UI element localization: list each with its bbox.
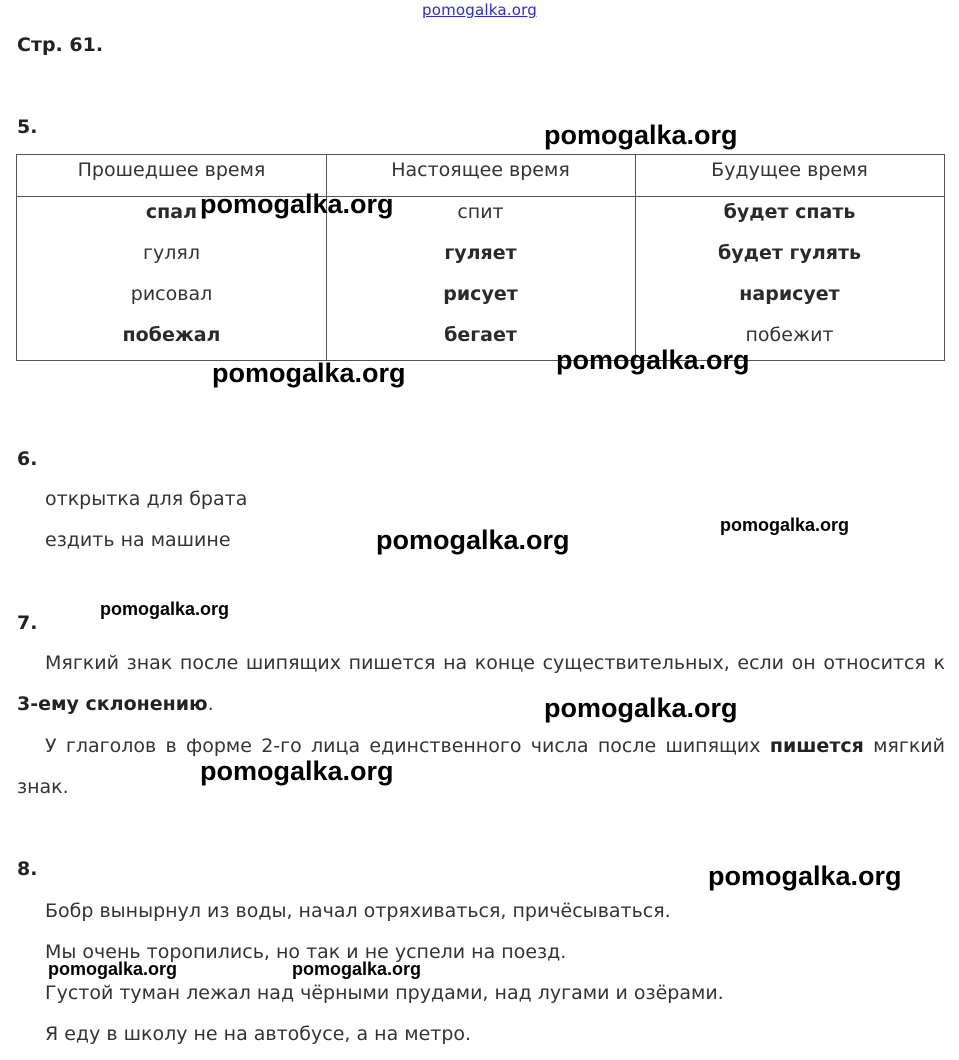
- paragraph-text: мягкий знак.: [17, 735, 945, 798]
- exercise-6-line: открытка для брата: [45, 488, 248, 510]
- watermark: pomogalka.org: [708, 861, 902, 891]
- exercise-6-line: ездить на машине: [45, 529, 231, 551]
- table-cell: гулял: [143, 242, 200, 264]
- watermark: pomogalka.org: [556, 345, 750, 375]
- table-cell: гуляет: [444, 242, 517, 264]
- table-cell: бегает: [444, 324, 517, 346]
- exercise-5-number: 5.: [17, 116, 38, 138]
- table-cell: побежал: [122, 324, 221, 346]
- table-cell: рисует: [443, 283, 518, 305]
- tense-table: [16, 154, 945, 361]
- table-header-divider: [17, 196, 944, 197]
- watermark: pomogalka.org: [200, 189, 394, 219]
- watermark: pomogalka.org: [292, 959, 422, 979]
- table-cell: будет спать: [723, 201, 856, 223]
- table-header-future: Будущее время: [711, 159, 868, 181]
- table-cell: рисовал: [130, 283, 213, 305]
- exercise-8-sentence: Мы очень торопились, но так и не успели на поезд.: [45, 941, 567, 963]
- watermark: pomogalka.org: [200, 756, 394, 786]
- header-watermark-link[interactable]: pomogalka.org: [422, 1, 537, 19]
- watermark: pomogalka.org: [544, 693, 738, 723]
- exercise-7-paragraph-2: [17, 726, 945, 808]
- table-cell: спал: [145, 201, 198, 223]
- paragraph-text: Мягкий знак после шипящих пишется на конце существительных, если он относится к: [45, 652, 945, 674]
- table-cell: спит: [457, 201, 504, 223]
- watermark: pomogalka.org: [544, 120, 738, 150]
- exercise-8-sentence: Я еду в школу не на автобусе, а на метро.: [45, 1023, 472, 1045]
- table-header-past: Прошедшее время: [77, 159, 266, 181]
- exercise-7-number: 7.: [17, 612, 38, 634]
- page-reference: Стр. 61.: [17, 34, 104, 56]
- table-cell: будет гулять: [718, 242, 861, 264]
- exercise-8-sentence: Бобр вынырнул из воды, начал отряхиваться, причёсываться.: [45, 900, 671, 922]
- table-cell: нарисует: [739, 283, 840, 305]
- watermark: pomogalka.org: [212, 358, 406, 388]
- table-cell: побежит: [745, 324, 834, 346]
- paragraph-text: .: [207, 693, 214, 715]
- watermark: pomogalka.org: [376, 525, 570, 555]
- watermark: pomogalka.org: [720, 515, 850, 535]
- watermark: pomogalka.org: [100, 599, 230, 619]
- paragraph-text: У глаголов в форме 2-го лица единственного числа после шипящих: [45, 735, 770, 757]
- exercise-8-sentence: Густой туман лежал над чёрными прудами, над лугами и озёрами.: [45, 982, 724, 1004]
- paragraph-bold-text: пишется: [769, 735, 864, 757]
- table-header-present: Настоящее время: [391, 159, 570, 181]
- exercise-7-paragraph-1: [17, 643, 945, 725]
- exercise-6-number: 6.: [17, 448, 38, 470]
- paragraph-bold-text: 3-ему склонению: [17, 693, 208, 715]
- exercise-8-number: 8.: [17, 858, 38, 880]
- watermark: pomogalka.org: [48, 959, 178, 979]
